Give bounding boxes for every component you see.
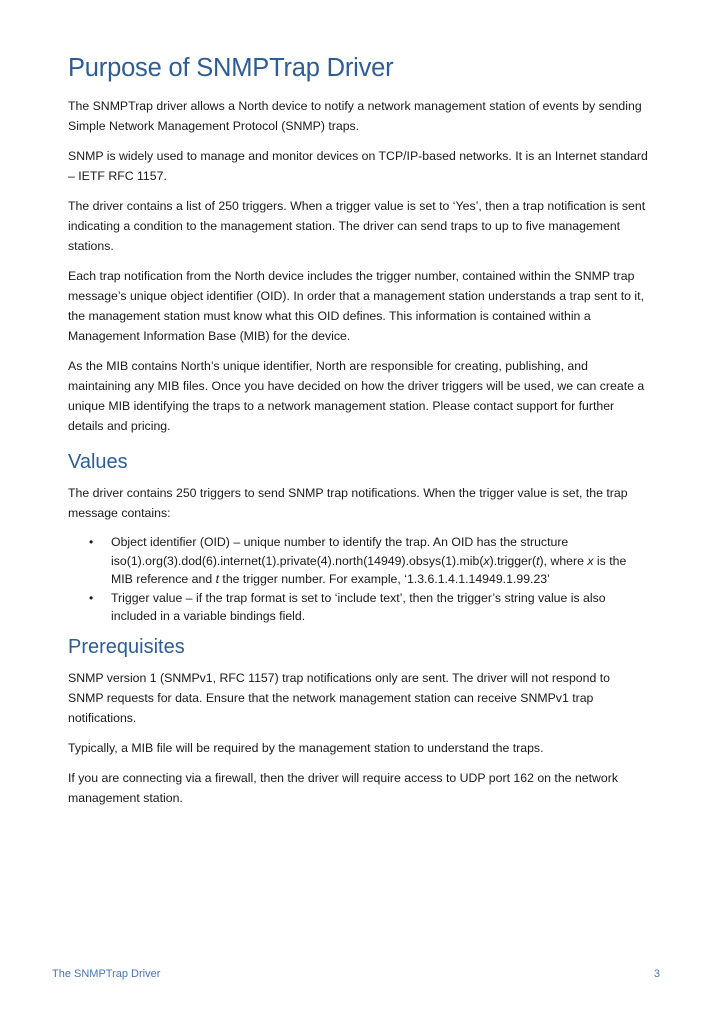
values-bullet-list (68, 533, 648, 626)
footer-document-title: The SNMPTrap Driver (52, 968, 161, 980)
values-heading: Values (68, 451, 128, 473)
list-item: • Object identifier (OID) – unique number to identify the trap. An OID has the structure iso(1).org(3).dod(6).internet(1).private(4).north(14949).obsys(1).mib(x).trigger(t), where x is the MIB reference and t the trigger number. For example, ‘1.3.6.1.4.1.14949.1.99.23’ (89, 535, 627, 586)
list-item: • Trigger value – if the trap format is set to ‘include text’, then the trigger’s string value is also included in a variable bindings field. (89, 590, 606, 623)
document-page (68, 52, 648, 818)
prerequisites-paragraph-3: If you are connecting via a firewall, then the driver will require access to UDP port 162 on the network management station. (68, 770, 618, 805)
prerequisites-paragraph-1: SNMP version 1 (SNMPv1, RFC 1157) trap notifications only are sent. The driver will not respond to SNMP requests for data. Ensure that the network management station can receive SNMPv1 trap notifications. (68, 670, 610, 725)
purpose-paragraph-1: The SNMPTrap driver allows a North device to notify a network management station of events by sending Simple Network Management Protocol (SNMP) traps. (68, 99, 642, 133)
purpose-paragraph-5: As the MIB contains North’s unique identifier, North are responsible for creating, publishing, and maintaining any MIB files. Once you have decided on how the driver triggers will be used, we can create a unique MIB identifying the traps to a network management station. Please contact support for further details and pricing. (68, 359, 645, 433)
values-intro: The driver contains 250 triggers to send SNMP trap notifications. When the trigger value is set, the trap message contains: (68, 486, 628, 520)
bullet-icon: • (89, 535, 94, 549)
purpose-paragraph-4: Each trap notification from the North device includes the trigger number, contained within the SNMP trap message’s unique object identifier (OID). In order that a management station understands a trap sent to it, the management station must know what this OID defines. This information is contained within a Management Information Base (MIB) for the device. (68, 269, 644, 343)
prerequisites-paragraph-2: Typically, a MIB file will be required by the management station to understand the traps. (68, 740, 544, 755)
bullet-icon: • (89, 590, 94, 605)
purpose-paragraph-3: The driver contains a list of 250 triggers. When a trigger value is set to ‘Yes’, then a trap notification is sent indicating a condition to the management station. The driver can send traps to up to five management stations. (68, 199, 646, 253)
purpose-paragraph-2: SNMP is widely used to manage and monitor devices on TCP/IP-based networks. It is an Internet standard – IETF RFC 1157. (68, 149, 648, 183)
footer-page-number: 3 (653, 968, 660, 980)
page-title: Purpose of SNMPTrap Driver (68, 54, 394, 82)
prerequisites-heading: Prerequisites (68, 635, 185, 658)
